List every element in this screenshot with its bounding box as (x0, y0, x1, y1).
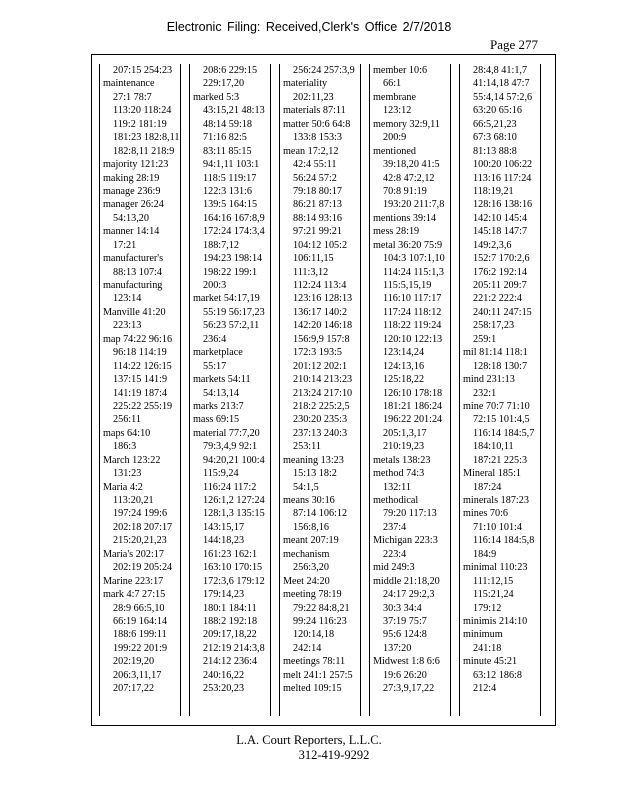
index-subentry: 188:7,12 (203, 239, 239, 251)
index-entry: Manville 41:20 (103, 306, 166, 318)
index-subentry: 120:10 122:13 (383, 333, 443, 345)
index-subentry: 115:9,24 (203, 468, 239, 480)
index-subentry: 182:8,11 218:9 (113, 145, 175, 157)
index-subentry: 125:18,22 (383, 374, 425, 386)
index-subentry: 81:13 88:8 (473, 145, 517, 157)
index-subentry: 237:4 (383, 521, 407, 533)
index-column-1 (99, 64, 181, 716)
index-subentry: 123:16 128:13 (293, 293, 353, 305)
index-entry: manufacturer's (103, 253, 164, 265)
index-subentry: 200:3 (203, 280, 227, 291)
index-subentry: 37:19 75:7 (383, 615, 427, 627)
index-entry: minimal 110:23 (463, 562, 528, 574)
index-subentry: 96:18 114:19 (113, 347, 167, 359)
index-entry: Midwest 1:8 6:6 (373, 656, 440, 668)
index-subentry: 111:12,15 (473, 575, 514, 587)
index-entry: Marine 223:17 (103, 575, 164, 587)
footer (0, 733, 618, 763)
index-column-5 (459, 64, 541, 716)
index-subentry: 106:11,15 (293, 253, 334, 265)
index-subentry: 126:10 178:18 (383, 387, 443, 399)
index-subentry: 142:10 145:4 (473, 212, 528, 224)
index-subentry: 79:18 80:17 (293, 185, 342, 197)
index-subentry: 118:19,21 (473, 185, 514, 197)
index-subentry: 114:24 115:1,3 (383, 266, 444, 278)
index-subentry: 113:20,21 (113, 495, 154, 506)
index-subentry: 100:20 106:22 (473, 159, 533, 171)
index-subentry: 116:10 117:17 (383, 293, 442, 305)
index-subentry: 79:22 84:8,21 (293, 602, 350, 614)
index-subentry: 201:12 202:1 (293, 360, 348, 372)
index-entry: maintenance (103, 78, 155, 90)
index-subentry: 197:24 199:6 (113, 508, 168, 520)
index-subentry: 115:21,24 (473, 589, 514, 601)
index-subentry: 200:9 (383, 132, 407, 144)
index-subentry: 259:1 (473, 333, 497, 345)
index-subentry: 172:3 193:5 (293, 347, 342, 359)
index-subentry: 79:3,4,9 92:1 (203, 441, 258, 453)
index-column-4 (369, 64, 451, 716)
index-subentry: 66:1 (383, 78, 402, 90)
index-subentry: 179:14,23 (203, 589, 245, 601)
index-subentry: 193:20 211:7,8 (383, 199, 445, 211)
index-subentry: 179:12 (473, 602, 502, 614)
index-subentry: 258:17,23 (473, 320, 515, 332)
index-subentry: 207:17,22 (113, 683, 155, 695)
index-entry: minerals 187:23 (463, 495, 529, 506)
index-subentry: 208:6 229:15 (203, 65, 258, 76)
index-subentry: 164:16 167:8,9 (203, 212, 265, 224)
index-subentry: 126:1,2 127:24 (203, 495, 265, 506)
index-entry: market 54:17,19 (193, 293, 260, 305)
index-subentry: 137:15 141:9 (113, 374, 168, 386)
index-subentry: 205:1,3,17 (383, 427, 427, 439)
index-subentry: 55:4,14 57:2,6 (473, 91, 533, 103)
index-subentry: 206:3,11,17 (113, 669, 162, 681)
index-subentry: 161:23 162:1 (203, 548, 258, 560)
index-subentry: 214:12 236:4 (203, 656, 258, 668)
index-subentry: 122:3 131:6 (203, 185, 252, 197)
index-entry: meeting 78:19 (283, 589, 342, 601)
index-column-3 (279, 64, 361, 716)
index-subentry: 120:14,18 (293, 629, 335, 641)
index-subentry: 199:22 201:9 (113, 642, 168, 654)
index-subentry: 116:24 117:2 (203, 481, 257, 493)
index-subentry: 28:9 66:5,10 (113, 602, 165, 614)
index-subentry: 111:3,12 (293, 266, 329, 278)
index-subentry: 123:12 (383, 105, 412, 117)
index-subentry: 172:24 174:3,4 (203, 226, 265, 238)
index-subentry: 39:18,20 41:5 (383, 159, 440, 171)
index-entry: Meet 24:20 (283, 575, 330, 587)
index-subentry: 194:23 198:14 (203, 253, 263, 265)
index-subentry: 83:11 85:15 (203, 145, 252, 157)
index-subentry: 119:2 181:19 (113, 118, 167, 130)
index-entry: March 123:22 (103, 454, 161, 466)
index-entry: minute 45:21 (463, 656, 518, 668)
index-subentry: 210:14 213:23 (293, 374, 353, 386)
index-subentry: 202:18 207:17 (113, 521, 173, 533)
index-subentry: 198:22 199:1 (203, 266, 258, 278)
index-entry: manner 14:14 (103, 226, 160, 238)
index-entry: making 28:19 (103, 172, 160, 184)
index-subentry: 223:13 (113, 320, 142, 332)
index-subentry: 115:5,15,19 (383, 280, 432, 291)
index-subentry: 184:9 (473, 548, 497, 560)
index-subentry: 95:6 124:8 (383, 629, 427, 641)
index-entry: methodical (373, 495, 419, 506)
index-subentry: 128:1,3 135:15 (203, 508, 265, 520)
index-entry: meant 207:19 (283, 535, 339, 547)
index-subentry: 56:24 57:2 (293, 172, 337, 184)
index-subentry: 19:6 26:20 (383, 669, 427, 681)
index-entry: mind 231:13 (463, 374, 515, 386)
index-entry: means 30:16 (283, 495, 335, 506)
index-subentry: 41:14,18 47:7 (473, 78, 530, 90)
index-subentry: 118:5 119:17 (203, 172, 257, 184)
index-subentry: 123:14,24 (383, 347, 425, 359)
index-entry: Maria 4:2 (103, 481, 143, 493)
index-subentry: 104:3 107:1,10 (383, 253, 445, 265)
index-subentry: 237:13 240:3 (293, 427, 348, 439)
index-subentry: 99:24 116:23 (293, 615, 347, 627)
index-entry: mentioned (373, 145, 417, 157)
index-subentry: 132:11 (383, 481, 411, 493)
index-entry: material 77:7,20 (193, 427, 260, 439)
index-subentry: 128:18 130:7 (473, 360, 528, 372)
index-entry: memory 32:9,11 (373, 118, 440, 130)
index-subentry: 213:24 217:10 (293, 387, 353, 399)
index-entry: Maria's 202:17 (103, 548, 164, 560)
index-subentry: 256:24 257:3,9 (293, 65, 355, 76)
index-subentry: 116:14 184:5,7 (473, 427, 535, 439)
index-subentry: 221:2 222:4 (473, 293, 522, 305)
index-subentry: 256:11 (113, 414, 141, 426)
index-subentry: 241:18 (473, 642, 502, 654)
index-subentry: 72:15 101:4,5 (473, 414, 530, 426)
index-entry: metal 36:20 75:9 (373, 239, 443, 251)
index-subentry: 15:13 18:2 (293, 468, 337, 480)
index-subentry: 17:21 (113, 239, 137, 251)
index-subentry: 156:8,16 (293, 521, 329, 533)
index-subentry: 163:10 170:15 (203, 562, 263, 574)
index-subentry: 215:20,21,23 (113, 535, 167, 547)
index-subentry: 30:3 34:4 (383, 602, 422, 614)
index-entry: middle 21:18,20 (373, 575, 440, 587)
index-frame (91, 54, 556, 726)
index-entry: map 74:22 96:16 (103, 333, 173, 345)
index-subentry: 236:4 (203, 333, 227, 345)
index-subentry: 97:21 99:21 (293, 226, 342, 238)
index-subentry: 88:14 93:16 (293, 212, 342, 224)
index-subentry: 112:24 113:4 (293, 280, 347, 291)
index-subentry: 43:15,21 48:13 (203, 105, 265, 117)
index-entry: melted 109:15 (283, 683, 342, 695)
index-subentry: 117:24 118:12 (383, 306, 442, 318)
index-subentry: 28:4,8 41:1,7 (473, 65, 528, 76)
index-subentry: 202:19 205:24 (113, 562, 173, 574)
index-subentry: 66:19 164:14 (113, 615, 168, 627)
index-subentry: 113:16 117:24 (473, 172, 532, 184)
index-subentry: 139:5 164:15 (203, 199, 258, 211)
index-entry: mess 28:19 (373, 226, 420, 238)
index-subentry: 240:11 247:15 (473, 306, 532, 318)
index-column-2 (189, 64, 271, 716)
index-subentry: 54:13,20 (113, 212, 149, 224)
index-subentry: 212:19 214:3,8 (203, 642, 265, 654)
index-subentry: 202:11,23 (293, 91, 334, 103)
index-subentry: 229:17,20 (203, 78, 245, 90)
index-entry: membrane (373, 91, 416, 103)
index-subentry: 207:15 254:23 (113, 65, 173, 76)
index-entry: marketplace (193, 347, 243, 359)
index-entry: manage 236:9 (103, 185, 161, 197)
index-subentry: 152:7 170:2,6 (473, 253, 530, 265)
index-subentry: 70:8 91:19 (383, 185, 427, 197)
index-subentry: 24:17 29:2,3 (383, 589, 435, 601)
index-subentry: 94:20,21 100:4 (203, 454, 265, 466)
index-entry: Mineral 185:1 (463, 468, 522, 480)
index-subentry: 212:4 (473, 683, 497, 695)
index-subentry: 180:1 184:11 (203, 602, 257, 614)
index-subentry: 136:17 140:2 (293, 306, 348, 318)
index-subentry: 116:14 184:5,8 (473, 535, 535, 547)
index-subentry: 141:19 187:4 (113, 387, 168, 399)
index-subentry: 67:3 68:10 (473, 132, 517, 144)
court-reporter-name: L.A. Court Reporters, L.L.C. (236, 733, 382, 747)
index-entry: materials 87:11 (283, 105, 346, 117)
index-subentry: 223:4 (383, 548, 407, 560)
index-subentry: 210:19,23 (383, 441, 425, 453)
index-subentry: 124:13,16 (383, 360, 425, 372)
index-subentry: 71:16 82:5 (203, 132, 247, 144)
index-subentry: 188:6 199:11 (113, 629, 167, 641)
index-entry: Michigan 223:3 (373, 535, 438, 547)
index-entry: manufacturing (103, 280, 163, 291)
index-subentry: 86:21 87:13 (293, 199, 342, 211)
index-entry: metals 138:23 (373, 454, 431, 466)
index-entry: minimum (463, 629, 503, 641)
index-entry: manager 26:24 (103, 199, 164, 211)
index-subentry: 253:20,23 (203, 683, 245, 695)
index-subentry: 88:13 107:4 (113, 266, 162, 278)
index-subentry: 172:3,6 179:12 (203, 575, 265, 587)
index-entry: marked 5:3 (193, 91, 240, 103)
index-entry: mines 70:6 (463, 508, 508, 520)
index-subentry: 240:16,22 (203, 669, 245, 681)
index-entry: mechanism (283, 548, 330, 560)
index-entry: matter 50:6 64:8 (283, 118, 351, 130)
index-entry: mine 70:7 71:10 (463, 400, 530, 412)
index-subentry: 230:20 235:3 (293, 414, 348, 426)
index-subentry: 42:8 47:2,12 (383, 172, 435, 184)
index-subentry: 71:10 101:4 (473, 521, 522, 533)
index-entry: minimis 214:10 (463, 615, 528, 627)
index-subentry: 63:20 65:16 (473, 105, 522, 117)
index-subentry: 142:20 146:18 (293, 320, 353, 332)
index-subentry: 48:14 59:18 (203, 118, 252, 130)
index-subentry: 187:24 (473, 481, 502, 493)
index-subentry: 256:3,20 (293, 562, 329, 574)
index-entry: mark 4:7 27:15 (103, 589, 166, 601)
index-subentry: 94:1,11 103:1 (203, 159, 260, 171)
index-subentry: 218:2 225:2,5 (293, 400, 350, 412)
index-subentry: 184:10,11 (473, 441, 514, 453)
index-subentry: 104:12 105:2 (293, 239, 348, 251)
index-entry: meaning 13:23 (283, 454, 344, 466)
index-subentry: 114:22 126:15 (113, 360, 172, 372)
index-subentry: 113:20 118:24 (113, 105, 172, 117)
index-subentry: 202:19,20 (113, 656, 155, 668)
index-subentry: 54:1,5 (293, 481, 319, 493)
index-subentry: 55:19 56:17,23 (203, 306, 265, 318)
index-subentry: 242:14 (293, 642, 322, 654)
index-subentry: 63:12 186:8 (473, 669, 522, 681)
index-subentry: 209:17,18,22 (203, 629, 257, 641)
index-entry: markets 54:11 (193, 374, 251, 386)
page-number: Page 277 (489, 37, 538, 52)
index-entry: maps 64:10 (103, 427, 151, 439)
index-subentry: 232:1 (473, 387, 497, 399)
index-subentry: 55:17 (203, 360, 227, 372)
index-subentry: 176:2 192:14 (473, 266, 528, 278)
index-entry: member 10:6 (373, 65, 428, 76)
index-subentry: 143:15,17 (203, 521, 245, 533)
court-reporter-phone: 312-419-9292 (298, 748, 370, 762)
index-subentry: 196:22 201:24 (383, 414, 443, 426)
index-subentry: 186:3 (113, 441, 137, 453)
index-subentry: 27:3,9,17,22 (383, 683, 435, 695)
index-subentry: 131:23 (113, 468, 142, 480)
index-subentry: 205:11 209:7 (473, 280, 527, 291)
index-entry: mentions 39:14 (373, 212, 437, 224)
index-subentry: 156:9,9 157:8 (293, 333, 350, 345)
index-subentry: 149:2,3,6 (473, 239, 512, 251)
index-subentry: 253:11 (293, 441, 321, 453)
index-subentry: 118:22 119:24 (383, 320, 442, 332)
index-subentry: 27:1 78:7 (113, 91, 152, 103)
index-entry: melt 241:1 257:5 (283, 669, 353, 681)
index-entry: majority 121:23 (103, 159, 169, 171)
index-entry: materiality (283, 78, 328, 90)
index-subentry: 87:14 106:12 (293, 508, 348, 520)
index-subentry: 145:18 147:7 (473, 226, 528, 238)
index-subentry: 181:21 186:24 (383, 400, 443, 412)
index-subentry: 123:14 (113, 293, 142, 305)
index-entry: mass 69:15 (193, 414, 240, 426)
index-subentry: 144:18,23 (203, 535, 245, 547)
index-subentry: 42:4 55:11 (293, 159, 337, 171)
index-subentry: 225:22 255:19 (113, 400, 173, 412)
index-entry: meetings 78:11 (283, 656, 346, 668)
index-subentry: 79:20 117:13 (383, 508, 437, 520)
filing-header: Electronic Filing: Received,Clerk's Office 2/7/2018 (166, 20, 452, 34)
index-entry: method 74:3 (373, 468, 425, 480)
index-subentry: 56:23 57:2,11 (203, 320, 260, 332)
index-entry: marks 213:7 (193, 400, 244, 412)
index-subentry: 54:13,14 (203, 387, 239, 399)
index-entry: mid 249:3 (373, 562, 415, 574)
index-subentry: 66:5,21,23 (473, 118, 517, 130)
index-entry: mil 81:14 118:1 (463, 347, 528, 359)
index-subentry: 188:2 192:18 (203, 615, 258, 627)
index-subentry: 181:23 182:8,11 (113, 132, 180, 144)
index-subentry: 137:20 (383, 642, 412, 654)
index-subentry: 133:8 153:3 (293, 132, 342, 144)
index-subentry: 187:21 225:3 (473, 454, 528, 466)
index-entry: mean 17:2,12 (283, 145, 339, 157)
index-subentry: 128:16 138:16 (473, 199, 533, 211)
